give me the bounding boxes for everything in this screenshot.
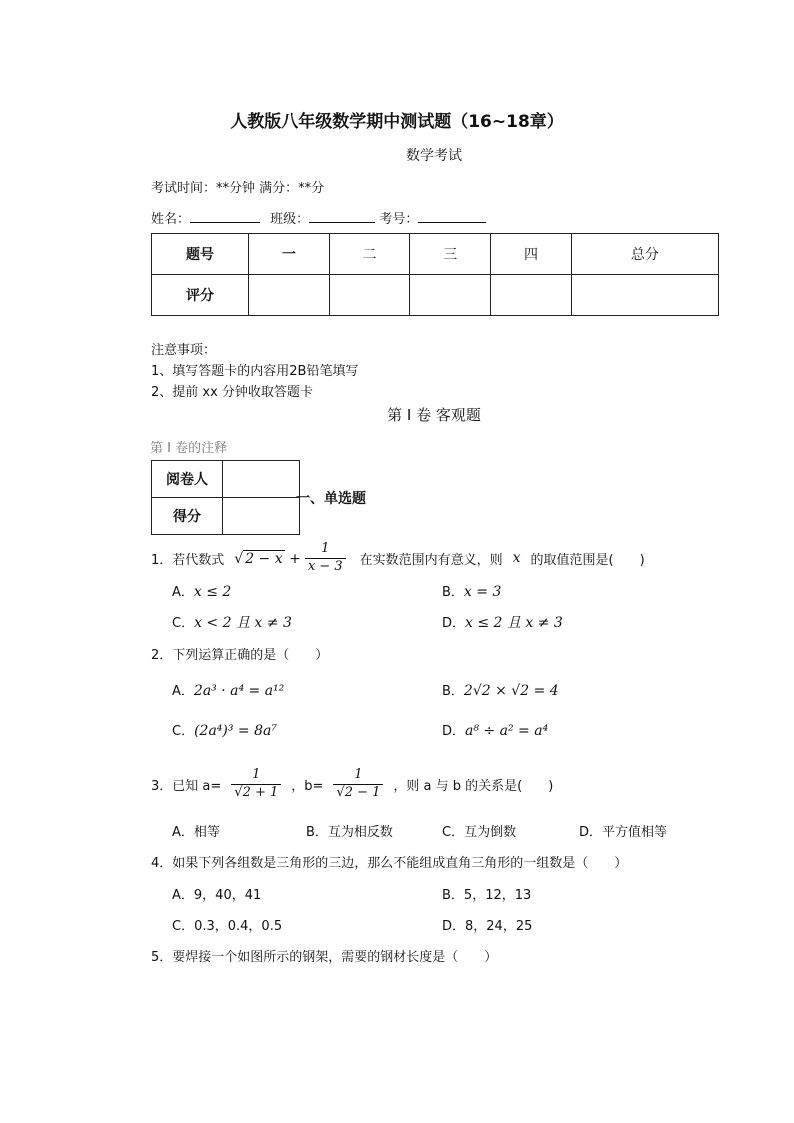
part-title: 一、单选题 (296, 491, 366, 507)
question-1-end: 的取值范围是( ) (530, 552, 645, 568)
question-1 (151, 538, 645, 578)
score-table-header-row (152, 234, 719, 275)
question-2: 2．下列运算正确的是（ ） (151, 648, 329, 663)
id-field[interactable] (418, 210, 486, 223)
q3-b-fraction: $\frac{1}{√2 - 1}$ (333, 767, 383, 801)
notes-item: 1、填写答题卡的内容用2B铅笔填写 (151, 364, 359, 379)
exam-info: 考试时间：**分钟 满分：**分 (151, 181, 325, 196)
grader-box (151, 460, 300, 535)
page-subtitle: 数学考试 (406, 148, 462, 164)
q3-a-fraction: $\frac{1}{√2 + 1}$ (231, 767, 281, 801)
score-cell[interactable] (571, 275, 718, 316)
score-table-row (152, 275, 719, 316)
question-3-mid: ，b= (291, 778, 324, 794)
class-label: 班级： (270, 212, 310, 227)
score-table-header-cell: 一 (249, 234, 330, 275)
option[interactable]: B．x = 3 (442, 584, 502, 600)
option[interactable]: A．x ≤ 2 (172, 584, 232, 600)
student-fields (151, 208, 486, 227)
name-label: 姓名： (151, 212, 191, 227)
q1-fraction (305, 541, 346, 575)
option[interactable]: C．x < 2 且 x ≠ 3 (172, 615, 292, 631)
option[interactable]: A．相等 (172, 825, 220, 840)
id-label: 考号： (379, 212, 419, 227)
option[interactable]: C．0.3，0.4，0.5 (172, 919, 283, 934)
score-table (151, 233, 719, 316)
name-field[interactable] (190, 210, 260, 223)
option[interactable]: B．5，12，13 (442, 888, 532, 903)
score-row-label: 评分 (152, 275, 249, 316)
option[interactable]: C．互为倒数 (442, 825, 517, 840)
option[interactable]: D．a⁸ ÷ a² = a⁴ (442, 723, 549, 739)
notes-heading: 注意事项： (151, 343, 217, 358)
q1-expression: √ 2 − x + (234, 550, 301, 567)
option[interactable]: D．8，24，25 (442, 919, 533, 934)
score-table-header-cell: 三 (410, 234, 491, 275)
option[interactable]: B．互为相反数 (306, 825, 393, 840)
score-cell[interactable] (249, 275, 330, 316)
score-cell[interactable] (410, 275, 491, 316)
question-3-end: ，则 a 与 b 的关系是( ) (393, 778, 554, 794)
option[interactable]: C．(2a⁴)³ = 8a⁷ (172, 723, 277, 739)
question-3-prefix: 3．已知 a= (151, 778, 222, 794)
score-table-header-cell: 题号 (152, 234, 249, 275)
question-1-prefix: 1．若代数式 (151, 552, 225, 568)
q1-radicand: 2 − x (245, 550, 283, 567)
question-3 (151, 762, 553, 806)
question-5: 5．要焊接一个如图所示的钢架，需要的钢材长度是（ ） (151, 950, 498, 965)
score-table-header-cell: 四 (491, 234, 572, 275)
reviewer-cell[interactable] (223, 461, 300, 498)
score-cell[interactable] (491, 275, 572, 316)
option[interactable]: B．2√2 × √2 = 4 (442, 683, 559, 699)
score-cell[interactable] (329, 275, 410, 316)
option[interactable]: A．2a³ · a⁴ = a¹² (172, 683, 285, 699)
grader-score-label: 得分 (152, 498, 223, 535)
score-table-header-cell: 总分 (571, 234, 718, 275)
question-1-suffix: 在实数范围内有意义，则 (359, 552, 503, 568)
class-field[interactable] (309, 210, 375, 223)
section-title: 第 I 卷 客观题 (387, 406, 481, 424)
page-title: 人教版八年级数学期中测试题（16~18章） (230, 112, 564, 132)
q1-frac-den: x − 3 (307, 558, 343, 574)
reviewer-label: 阅卷人 (152, 461, 223, 498)
question-1-var: x (512, 550, 521, 566)
option[interactable]: D．x ≤ 2 且 x ≠ 3 (442, 615, 563, 631)
section-comment: 第 I 卷的注释 (150, 441, 228, 456)
option[interactable]: A．9，40，41 (172, 888, 262, 903)
score-table-header-cell: 二 (329, 234, 410, 275)
grader-score-cell[interactable] (223, 498, 300, 535)
notes-item: 2、提前 xx 分钟收取答题卡 (151, 385, 313, 400)
question-4: 4．如果下列各组数是三角形的三边，那么不能组成直角三角形的一组数是（ ） (151, 856, 628, 871)
q1-frac-num: 1 (305, 541, 346, 558)
option[interactable]: D．平方值相等 (579, 825, 668, 840)
